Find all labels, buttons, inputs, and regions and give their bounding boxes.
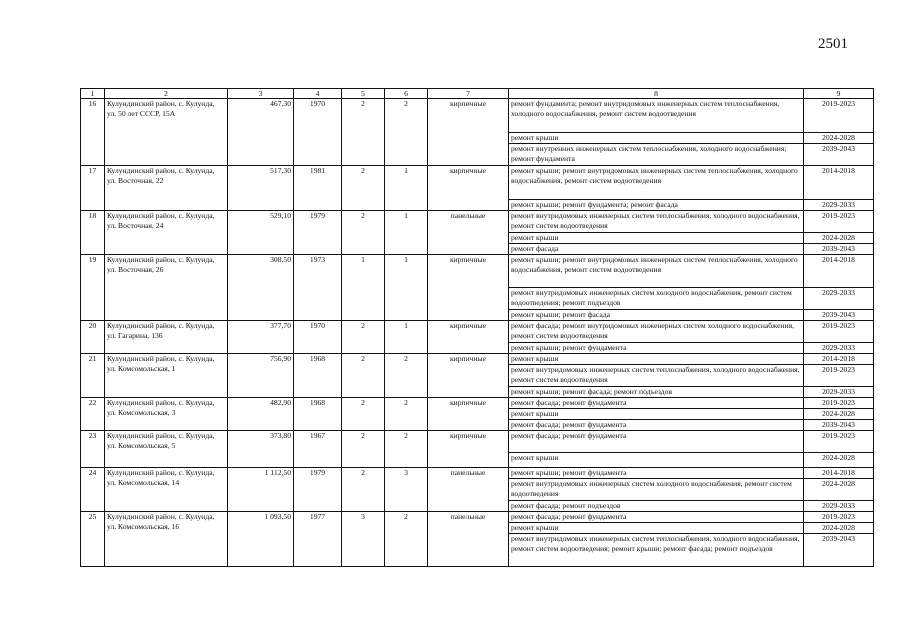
column-header: 2 [105, 89, 228, 99]
entry-floors: 1 [342, 255, 385, 321]
entry-floors: 2 [342, 354, 385, 398]
entry-floors: 2 [342, 398, 385, 431]
repair-work-cell: ремонт фасада; ремонт внутридомовых инженерных систем холодного водоснабжения, ремонт систем водоотведения [509, 321, 804, 343]
entry-entrances: 2 [385, 99, 428, 166]
entry-wall-material: кирпичные [428, 398, 509, 431]
repair-period-cell: 2029-2033 [804, 200, 874, 211]
header-row [81, 89, 874, 99]
repair-period-cell: 2039-2043 [804, 244, 874, 255]
entry-area: 1 093,50 [228, 512, 294, 567]
entry-area: 467,30 [228, 99, 294, 166]
entry-number: 24 [81, 468, 105, 512]
entry-year: 1967 [294, 431, 342, 468]
entry-area: 529,10 [228, 211, 294, 255]
column-header: 1 [81, 89, 105, 99]
entry-wall-material: панельные [428, 211, 509, 255]
entry-address: Кулундинский район, с. Кулунда, ул. Восточная, 24 [105, 211, 228, 255]
repair-period-cell: 2014-2018 [804, 468, 874, 479]
repair-work-cell: ремонт фасада [509, 244, 804, 255]
repair-work-cell: ремонт фасада; ремонт фундамента [509, 512, 804, 523]
column-header: 8 [509, 89, 804, 99]
entry-entrances: 2 [385, 512, 428, 567]
entry-address: Кулундинский район, с. Кулунда, ул. Комсомольская, 3 [105, 398, 228, 431]
repair-period-cell: 2029-2033 [804, 501, 874, 512]
entry-area: 373,80 [228, 431, 294, 468]
entry-area: 308,50 [228, 255, 294, 321]
table-row [81, 211, 874, 233]
repair-work-cell: ремонт крыши; ремонт внутридомовых инженерных систем теплоснабжения, холодного водоснабжения, ремонт систем водоотведения [509, 255, 804, 288]
entry-address: Кулундинский район, с. Кулунда, ул. Комсомольская, 1 [105, 354, 228, 398]
repair-period-cell: 2039-2043 [804, 534, 874, 567]
entry-wall-material: кирпичные [428, 321, 509, 354]
repair-period-cell: 2039-2043 [804, 420, 874, 431]
repair-period-cell: 2039-2043 [804, 144, 874, 166]
repair-period-cell: 2019-2023 [804, 321, 874, 343]
entry-entrances: 1 [385, 321, 428, 354]
table-row [81, 99, 874, 133]
repair-period-cell: 2024-2028 [804, 453, 874, 468]
entry-year: 1981 [294, 166, 342, 211]
entry-year: 1977 [294, 512, 342, 567]
entry-entrances: 1 [385, 255, 428, 321]
repair-work-cell: ремонт внутренних инженерных систем теплоснабжения, холодного водоснабжения; ремонт фундамента [509, 144, 804, 166]
entry-entrances: 3 [385, 468, 428, 512]
repair-work-cell: ремонт крыши [509, 453, 804, 468]
entry-wall-material: панельные [428, 468, 509, 512]
repair-period-cell: 2014-2018 [804, 255, 874, 288]
repair-work-cell: ремонт крыши; ремонт фундамента; ремонт фасада [509, 200, 804, 211]
entry-area: 482,90 [228, 398, 294, 431]
entry-address: Кулундинский район, с. Кулунда, ул. Восточная, 26 [105, 255, 228, 321]
page-number: 2501 [818, 36, 848, 52]
repair-work-cell: ремонт фасада; ремонт фундамента [509, 398, 804, 409]
repair-period-cell: 2024-2028 [804, 409, 874, 420]
repair-period-cell: 2024-2028 [804, 133, 874, 144]
repair-work-cell: ремонт фасада; ремонт фундамента [509, 420, 804, 431]
repair-period-cell: 2019-2023 [804, 512, 874, 523]
table-row [81, 468, 874, 479]
table-row [81, 398, 874, 409]
repair-work-cell: ремонт внутридомовых инженерных систем холодного водоснабжения, ремонт систем водоотведения [509, 479, 804, 501]
table-body [81, 99, 874, 567]
repair-work-cell: ремонт крыши [509, 523, 804, 534]
entry-area: 377,70 [228, 321, 294, 354]
repair-period-cell: 2014-2018 [804, 354, 874, 365]
repair-work-cell: ремонт крыши; ремонт фундамента [509, 468, 804, 479]
repair-work-cell: ремонт внутридомовых инженерных систем теплоснабжения, холодного водоснабжения, ремонт систем водоотведения [509, 365, 804, 387]
entry-floors: 2 [342, 211, 385, 255]
entry-address: Кулундинский район, с. Кулунда, ул. Гагарина, 136 [105, 321, 228, 354]
repair-period-cell: 2019-2023 [804, 398, 874, 409]
repair-work-cell: ремонт крыши [509, 233, 804, 244]
entry-year: 1968 [294, 398, 342, 431]
column-header: 4 [294, 89, 342, 99]
column-header: 3 [228, 89, 294, 99]
entry-area: 756,90 [228, 354, 294, 398]
table-row [81, 431, 874, 453]
entry-address: Кулундинский район, с. Кулунда, ул. Комсомольская, 16 [105, 512, 228, 567]
housing-repair-table [80, 88, 874, 567]
entry-year: 1973 [294, 255, 342, 321]
entry-number: 19 [81, 255, 105, 321]
repair-period-cell: 2019-2023 [804, 431, 874, 453]
repair-work-cell: ремонт фасада; ремонт фундамента [509, 431, 804, 453]
repair-period-cell: 2029-2033 [804, 288, 874, 310]
repair-work-cell: ремонт крыши; ремонт фасада; ремонт подъездов [509, 387, 804, 398]
entry-wall-material: кирпичные [428, 354, 509, 398]
entry-address: Кулундинский район, с. Кулунда, ул. 50 лет СССР, 15А [105, 99, 228, 166]
repair-period-cell: 2024-2028 [804, 233, 874, 244]
entry-wall-material: кирпичные [428, 99, 509, 166]
entry-floors: 2 [342, 321, 385, 354]
repair-period-cell: 2029-2033 [804, 343, 874, 354]
repair-period-cell: 2024-2028 [804, 523, 874, 534]
entry-entrances: 2 [385, 354, 428, 398]
repair-work-cell: ремонт крыши [509, 133, 804, 144]
entry-wall-material: панельные [428, 512, 509, 567]
column-header: 7 [428, 89, 509, 99]
repair-period-cell: 2014-2018 [804, 166, 874, 200]
entry-area: 517,30 [228, 166, 294, 211]
repair-work-cell: ремонт фундамента; ремонт внутридомовых инженерных систем теплоснабжения, холодного водоснабжения, ремонт систем водоотведения [509, 99, 804, 133]
entry-floors: 2 [342, 166, 385, 211]
repair-work-cell: ремонт фасада; ремонт подъездов [509, 501, 804, 512]
table-row [81, 354, 874, 365]
entry-floors: 2 [342, 431, 385, 468]
entry-number: 22 [81, 398, 105, 431]
repair-period-cell: 2029-2033 [804, 387, 874, 398]
entry-number: 16 [81, 99, 105, 166]
entry-wall-material: кирпичные [428, 255, 509, 321]
entry-year: 1970 [294, 321, 342, 354]
repair-period-cell: 2024-2028 [804, 479, 874, 501]
entry-number: 20 [81, 321, 105, 354]
entry-entrances: 1 [385, 211, 428, 255]
repair-work-cell: ремонт крыши [509, 409, 804, 420]
repair-work-cell: ремонт внутридомовых инженерных систем холодного водоснабжения, ремонт систем водоотведения; ремонт подъездов [509, 288, 804, 310]
entry-number: 18 [81, 211, 105, 255]
repair-work-cell: ремонт крыши; ремонт внутридомовых инженерных систем теплоснабжения, холодного водоснабжения, ремонт систем водоотведения [509, 166, 804, 200]
table-row [81, 321, 874, 343]
repair-period-cell: 2019-2023 [804, 365, 874, 387]
entry-number: 25 [81, 512, 105, 567]
column-header: 5 [342, 89, 385, 99]
entry-floors: 2 [342, 99, 385, 166]
entry-number: 17 [81, 166, 105, 211]
entry-floors: 2 [342, 468, 385, 512]
entry-address: Кулундинский район, с. Кулунда, ул. Комсомольская, 14 [105, 468, 228, 512]
table-row [81, 255, 874, 288]
entry-year: 1979 [294, 211, 342, 255]
table-row [81, 512, 874, 523]
entry-wall-material: кирпичные [428, 166, 509, 211]
entry-address: Кулундинский район, с. Кулунда, ул. Восточная, 22 [105, 166, 228, 211]
entry-wall-material: кирпичные [428, 431, 509, 468]
entry-entrances: 2 [385, 398, 428, 431]
repair-period-cell: 2019-2023 [804, 99, 874, 133]
repair-work-cell: ремонт внутридомовых инженерных систем теплоснабжения, холодного водоснабжения, ремонт систем водоотведения; ремонт крыши; ремонт фасада; ремонт подъездов [509, 534, 804, 567]
repair-work-cell: ремонт внутридомовых инженерных систем теплоснабжения, холодного водоснабжения, ремонт систем водоотведения [509, 211, 804, 233]
entry-number: 23 [81, 431, 105, 468]
entry-entrances: 2 [385, 431, 428, 468]
entry-area: 1 112,50 [228, 468, 294, 512]
entry-year: 1979 [294, 468, 342, 512]
entry-number: 21 [81, 354, 105, 398]
repair-work-cell: ремонт крыши; ремонт фасада [509, 310, 804, 321]
repair-work-cell: ремонт крыши [509, 354, 804, 365]
column-header: 9 [804, 89, 874, 99]
repair-period-cell: 2039-2043 [804, 310, 874, 321]
entry-address: Кулундинский район, с. Кулунда, ул. Комсомольская, 5 [105, 431, 228, 468]
table-row [81, 166, 874, 200]
entry-year: 1970 [294, 99, 342, 166]
repair-period-cell: 2019-2023 [804, 211, 874, 233]
entry-year: 1968 [294, 354, 342, 398]
entry-entrances: 1 [385, 166, 428, 211]
column-header: 6 [385, 89, 428, 99]
entry-floors: 3 [342, 512, 385, 567]
repair-work-cell: ремонт крыши; ремонт фундамента [509, 343, 804, 354]
